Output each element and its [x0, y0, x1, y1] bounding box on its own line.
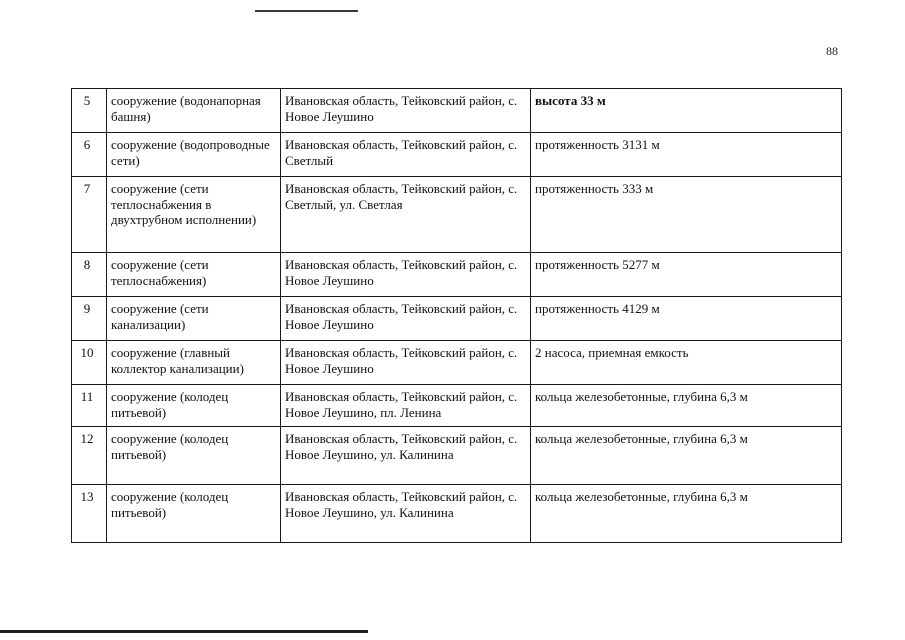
table-row — [72, 341, 842, 385]
object-address: Ивановская область, Тейковский район, с. Светлый — [281, 133, 531, 177]
table-row — [72, 253, 842, 297]
table-row — [72, 427, 842, 485]
table-row — [72, 297, 842, 341]
object-type: сооружение (колодец питьевой) — [107, 485, 281, 543]
object-address: Ивановская область, Тейковский район, с. Новое Леушино — [281, 89, 531, 133]
object-type: сооружение (главный коллектор канализации) — [107, 341, 281, 385]
object-characteristics: 2 насоса, приемная емкость — [531, 341, 842, 385]
object-type: сооружение (колодец питьевой) — [107, 427, 281, 485]
row-number: 5 — [72, 89, 107, 133]
row-number: 13 — [72, 485, 107, 543]
object-characteristics: протяженность 4129 м — [531, 297, 842, 341]
row-number: 8 — [72, 253, 107, 297]
object-type: сооружение (водопроводные сети) — [107, 133, 281, 177]
object-type: сооружение (сети канализации) — [107, 297, 281, 341]
object-type: сооружение (сети теплоснабжения) — [107, 253, 281, 297]
row-number: 11 — [72, 385, 107, 427]
row-number: 6 — [72, 133, 107, 177]
object-characteristics: протяженность 5277 м — [531, 253, 842, 297]
object-characteristics: кольца железобетонные, глубина 6,3 м — [531, 485, 842, 543]
table-row — [72, 177, 842, 253]
object-address: Ивановская область, Тейковский район, с. Светлый, ул. Светлая — [281, 177, 531, 253]
table-row — [72, 133, 842, 177]
object-address: Ивановская область, Тейковский район, с. Новое Леушино, пл. Ленина — [281, 385, 531, 427]
table-row — [72, 485, 842, 543]
bottom-rule — [0, 630, 368, 633]
object-characteristics: высота 33 м — [531, 89, 842, 133]
object-address: Ивановская область, Тейковский район, с. Новое Леушино, ул. Калинина — [281, 427, 531, 485]
object-characteristics: протяженность 333 м — [531, 177, 842, 253]
page-number: 88 — [826, 44, 838, 58]
top-rule — [255, 10, 358, 12]
row-number: 9 — [72, 297, 107, 341]
table-row — [72, 385, 842, 427]
object-address: Ивановская область, Тейковский район, с. Новое Леушино, ул. Калинина — [281, 485, 531, 543]
object-type: сооружение (сети теплоснабжения в двухтрубном исполнении) — [107, 177, 281, 253]
object-address: Ивановская область, Тейковский район, с. Новое Леушино — [281, 253, 531, 297]
object-address: Ивановская область, Тейковский район, с. Новое Леушино — [281, 297, 531, 341]
row-number: 10 — [72, 341, 107, 385]
row-number: 12 — [72, 427, 107, 485]
object-address: Ивановская область, Тейковский район, с. Новое Леушино — [281, 341, 531, 385]
object-type: сооружение (водонапорная башня) — [107, 89, 281, 133]
property-registry-table — [71, 88, 842, 543]
object-characteristics: протяженность 3131 м — [531, 133, 842, 177]
object-characteristics: кольца железобетонные, глубина 6,3 м — [531, 385, 842, 427]
row-number: 7 — [72, 177, 107, 253]
table-row — [72, 89, 842, 133]
object-characteristics: кольца железобетонные, глубина 6,3 м — [531, 427, 842, 485]
object-type: сооружение (колодец питьевой) — [107, 385, 281, 427]
